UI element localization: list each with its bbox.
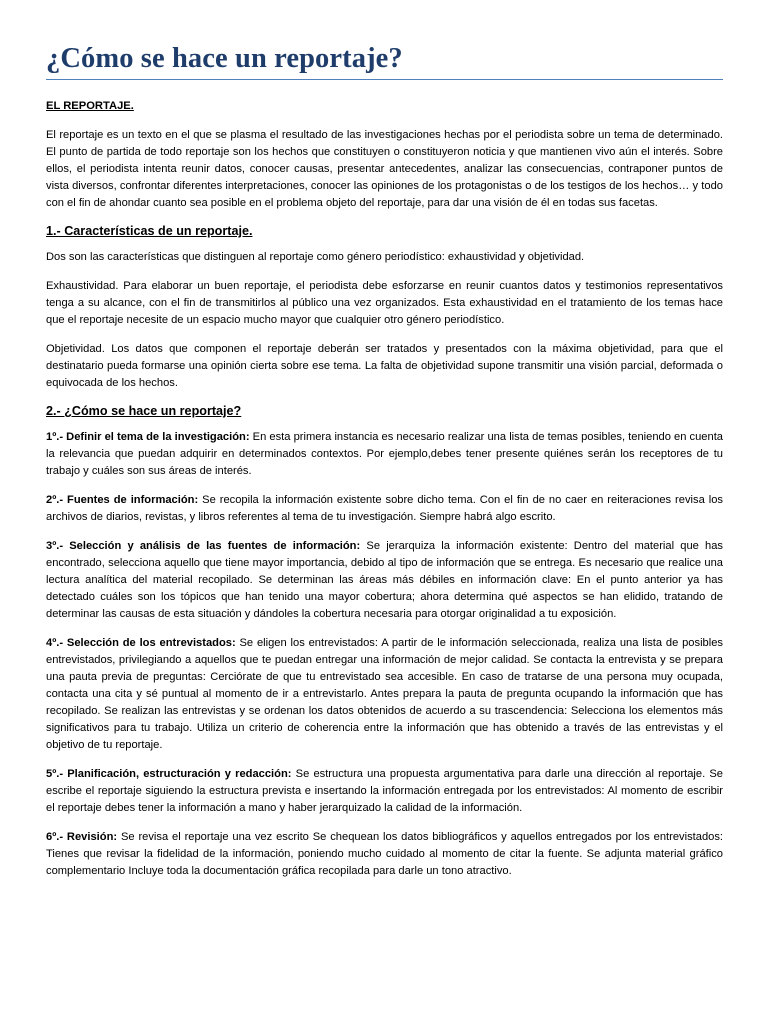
- section-2-heading: 2.- ¿Cómo se hace un reportaje?: [46, 404, 242, 418]
- step-5-text: Se estructura una propuesta argumentativa para darle una dirección al reportaje. Se escribe el reportaje siguiendo la estructura prevista e insertando la información entregada por los entrevistados: Al momento de escribir el reportaje debes tener la información a mano y haber jerarquizado la calidad de la información.: [46, 768, 723, 814]
- step-1-lead: 1º.- Definir el tema de la investigación:: [46, 431, 250, 443]
- step-5-lead: 5º.- Planificación, estructuración y redacción:: [46, 768, 292, 780]
- objetividad-paragraph: Objetividad. Los datos que componen el reportaje deberán ser tratados y presentados con la máxima objetividad, para que el destinatario pueda formarse una opinión cierta sobre ese tema. La falta de objetividad supone transmitir una visión parcial, deformada o equivocada de los hechos.: [46, 343, 723, 389]
- document-page: [46, 0, 723, 880]
- step-2-lead: 2º.- Fuentes de información:: [46, 494, 199, 506]
- intro-paragraph: El reportaje es un texto en el que se plasma el resultado de las investigaciones hechas por el periodista sobre un tema de determinado. El punto de partida de todo reportaje son los hechos que constituyen o constituyeron noticia y que mantienen vivo aún el interés. Sobre ellos, el periodista intenta reunir datos, conocer causas, presentar antecedentes, analizar las consecuencias, contraponer puntos de vista diversos, confrontar diferentes interpretaciones, conocer las opiniones de los protagonistas o de los testigos de los hechos… y todo con el fin de ahondar cuanto sea posible en el problema objeto del reportaje, para dar una visión de él en todas sus facetas.: [46, 129, 723, 209]
- step-4-paragraph: [46, 635, 723, 754]
- step-5-paragraph: [46, 766, 723, 817]
- step-4-lead: 4º.- Selección de los entrevistados:: [46, 637, 236, 649]
- step-3-text: Se jerarquiza la información existente: Dentro del material que has encontrado, selecciona aquello que tiene mayor importancia, debido al tipo de información que se entrega. Es necesario que realice una lectura analítica del material recopilado. Se determinan las áreas más débiles en información clave: En el punto anterior ya has detectado cuáles son los tópicos que han tenido una mayor cobertura; ahora determina qué aspectos se han elidido, tratando de determinar las causas de esta situación y dándoles la cobertura necesaria para otorgar originalidad a tu exposición.: [46, 540, 723, 620]
- characteristics-intro-paragraph: Dos son las características que distinguen al reportaje como género periodístico: exhaustividad y objetividad.: [46, 251, 585, 263]
- step-1-paragraph: [46, 429, 723, 480]
- title-underline-rule: [46, 79, 723, 80]
- step-4-text: Se eligen los entrevistados: A partir de le información seleccionada, realiza una lista de posibles entrevistados, privilegiando a aquellos que te puedan entregar una información de mejor calidad. Se contacta la entrevista y se prepara una pauta previa de preguntas: Cerciórate de que tu entrevistado sea accesible. En caso de tratarse de una persona muy ocupada, contacta una cita y sé puntual al momento de ir a entrevistarlo. Antes prepara la pauta de pregunta ocupando la información que has recopilado. Se realizan las entrevistas y se ordenan los datos obtenidos de acuerdo a su trascendencia: Selecciona los elementos más significativos para tu trabajo. Utiliza un criterio de coherencia entre la información que has obtenido a través de las entrevistas y el objetivo de tu reportaje.: [46, 637, 723, 751]
- document-title: ¿Cómo se hace un reportaje?: [46, 43, 403, 74]
- exhaustividad-paragraph: Exhaustividad. Para elaborar un buen reportaje, el periodista debe esforzarse en reunir cuantos datos y testimonios representativos tenga a su alcance, con el fin de transmitirlos al público una vez organizados. Esta exhaustividad en el tratamiento de los temas hace que el reportaje necesite de un espacio mucho mayor que cualquier otro género periodístico.: [46, 280, 723, 326]
- section-1-heading: 1.- Características de un reportaje.: [46, 224, 253, 238]
- step-3-lead: 3º.- Selección y análisis de las fuentes de información:: [46, 540, 361, 552]
- section-label: EL REPORTAJE.: [46, 100, 134, 112]
- step-2-text: Se recopila la información existente sobre dicho tema. Con el fin de no caer en reiteraciones revisa los archivos de diarios, revistas, y libros referentes al tema de tu investigación. Siempre habrá algo escrito.: [46, 494, 723, 523]
- step-2-paragraph: [46, 492, 723, 526]
- step-6-text: Se revisa el reportaje una vez escrito Se chequean los datos bibliográficos y aquellos entregados por los entrevistados: Tienes que revisar la fidelidad de la información, poniendo mucho cuidado al momento de citar la fuente. Se adjunta material gráfico complementario Incluye toda la documentación gráfica recopilada para darle un tono atractivo.: [46, 831, 724, 877]
- step-6-paragraph: [46, 829, 723, 880]
- step-6-lead: 6º.- Revisión:: [46, 831, 118, 843]
- step-1-text: En esta primera instancia es necesario realizar una lista de temas posibles, teniendo en cuenta la relevancia que puedan adquirir en determinados contextos. Por ejemplo,debes tener presente quiénes serán los receptores de tu trabajo y cuáles son sus áreas de interés.: [46, 431, 723, 477]
- step-3-paragraph: [46, 538, 723, 623]
